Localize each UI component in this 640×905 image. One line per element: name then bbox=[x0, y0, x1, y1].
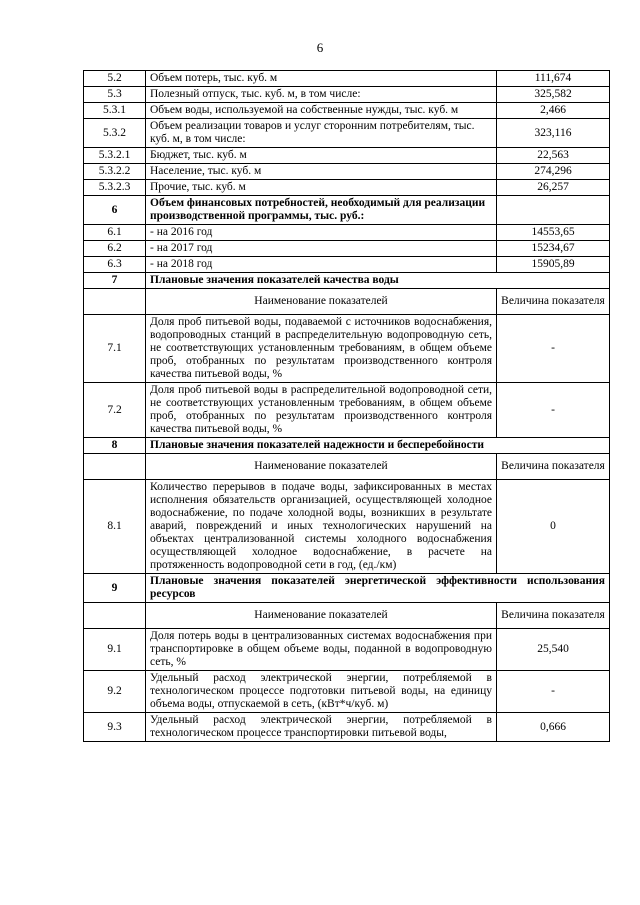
table-row bbox=[84, 480, 610, 574]
row-value: 25,540 bbox=[497, 629, 610, 671]
table-row bbox=[84, 713, 610, 742]
table-row bbox=[84, 383, 610, 438]
row-value: 22,563 bbox=[497, 148, 610, 164]
table-row bbox=[84, 164, 610, 180]
row-name: Количество перерывов в подаче воды, зафиксированных в местах исполнения обязательств организацией, осуществляющей холодное водоснабжение, по подаче холодной воды, возникших в результате аварий, повреждений и иных технологических нарушений на объектах централизованной системы холодного водоснабжения осуществляющей холодное водоснабжение, в расчете на протяженность водопроводной сети в год, (ед./км) bbox=[146, 480, 497, 574]
indicators-table bbox=[83, 70, 610, 742]
section-number: 6 bbox=[84, 196, 146, 225]
empty-cell bbox=[84, 454, 146, 480]
table-row bbox=[84, 180, 610, 196]
row-name: Доля проб питьевой воды, подаваемой с источников водоснабжения, водопроводных станций в распределительную водопроводную сеть, не соответствующих установленным требованиям, в общем объеме проб, отобранных по результатам производственного контроля качества питьевой воды, % bbox=[146, 315, 497, 383]
table-row bbox=[84, 119, 610, 148]
row-number: 6.3 bbox=[84, 257, 146, 273]
column-header-name: Наименование показателей bbox=[146, 289, 497, 315]
section-title: Плановые значения показателей энергетической эффективности использования ресурсов bbox=[146, 574, 610, 603]
section-title: Плановые значения показателей надежности и бесперебойности bbox=[146, 438, 610, 454]
row-number: 5.3.2.1 bbox=[84, 148, 146, 164]
row-name: - на 2016 год bbox=[146, 225, 497, 241]
row-name: Бюджет, тыс. куб. м bbox=[146, 148, 497, 164]
empty-cell bbox=[84, 603, 146, 629]
column-header-name: Наименование показателей bbox=[146, 454, 497, 480]
section-title: Плановые значения показателей качества воды bbox=[146, 273, 610, 289]
row-number: 6.1 bbox=[84, 225, 146, 241]
row-value: - bbox=[497, 383, 610, 438]
section-number: 7 bbox=[84, 273, 146, 289]
table-row bbox=[84, 315, 610, 383]
column-header-value: Величина показателя bbox=[497, 454, 610, 480]
section-number: 8 bbox=[84, 438, 146, 454]
row-name: Население, тыс. куб. м bbox=[146, 164, 497, 180]
row-name: - на 2017 год bbox=[146, 241, 497, 257]
row-number: 6.2 bbox=[84, 241, 146, 257]
row-value: 323,116 bbox=[497, 119, 610, 148]
row-value: 2,466 bbox=[497, 103, 610, 119]
row-value: 111,674 bbox=[497, 71, 610, 87]
column-header-value: Величина показателя bbox=[497, 289, 610, 315]
section-title: Объем финансовых потребностей, необходимый для реализации производственной программы, тыс. руб.: bbox=[146, 196, 497, 225]
row-number: 8.1 bbox=[84, 480, 146, 574]
row-name: Удельный расход электрической энергии, потребляемой в технологическом процессе транспортировки питьевой воды, bbox=[146, 713, 497, 742]
row-number: 5.3.2.3 bbox=[84, 180, 146, 196]
table-row bbox=[84, 629, 610, 671]
empty-cell bbox=[497, 196, 610, 225]
row-value: 325,582 bbox=[497, 87, 610, 103]
row-number: 9.2 bbox=[84, 671, 146, 713]
column-header-row bbox=[84, 603, 610, 629]
row-name: Прочие, тыс. куб. м bbox=[146, 180, 497, 196]
row-number: 5.3 bbox=[84, 87, 146, 103]
row-value: - bbox=[497, 315, 610, 383]
row-name: Объем воды, используемой на собственные нужды, тыс. куб. м bbox=[146, 103, 497, 119]
section-row bbox=[84, 438, 610, 454]
row-value: 274,296 bbox=[497, 164, 610, 180]
row-value: 0 bbox=[497, 480, 610, 574]
section-row bbox=[84, 196, 610, 225]
table-row bbox=[84, 103, 610, 119]
page-number: 6 bbox=[316, 40, 324, 55]
table-row bbox=[84, 257, 610, 273]
row-name: Доля потерь воды в централизованных системах водоснабжения при транспортировке в общем объеме воды, поданной в водопроводную сеть, % bbox=[146, 629, 497, 671]
column-header-name: Наименование показателей bbox=[146, 603, 497, 629]
row-name: Доля проб питьевой воды в распределительной водопроводной сети, не соответствующих установленным требованиям, в общем объеме проб, отобранных по результатам производственного контроля качества питьевой воды, % bbox=[146, 383, 497, 438]
row-number: 5.3.1 bbox=[84, 103, 146, 119]
row-number: 9.1 bbox=[84, 629, 146, 671]
row-value: 15905,89 bbox=[497, 257, 610, 273]
row-number: 7.1 bbox=[84, 315, 146, 383]
section-row bbox=[84, 574, 610, 603]
row-name: Объем потерь, тыс. куб. м bbox=[146, 71, 497, 87]
row-number: 5.3.2.2 bbox=[84, 164, 146, 180]
row-number: 9.3 bbox=[84, 713, 146, 742]
section-number: 9 bbox=[84, 574, 146, 603]
row-value: 0,666 bbox=[497, 713, 610, 742]
table-row bbox=[84, 148, 610, 164]
row-name: Полезный отпуск, тыс. куб. м, в том числе: bbox=[146, 87, 497, 103]
row-value: 15234,67 bbox=[497, 241, 610, 257]
row-number: 7.2 bbox=[84, 383, 146, 438]
row-number: 5.3.2 bbox=[84, 119, 146, 148]
table-row bbox=[84, 241, 610, 257]
row-name: Удельный расход электрической энергии, потребляемой в технологическом процессе подготовки питьевой воды, на единицу объема воды, отпускаемой в сеть, (кВт*ч/куб. м) bbox=[146, 671, 497, 713]
row-value: 26,257 bbox=[497, 180, 610, 196]
table-row bbox=[84, 87, 610, 103]
row-name: Объем реализации товаров и услуг сторонним потребителям, тыс. куб. м, в том числе: bbox=[146, 119, 497, 148]
table-row bbox=[84, 71, 610, 87]
column-header-value: Величина показателя bbox=[497, 603, 610, 629]
row-value: 14553,65 bbox=[497, 225, 610, 241]
section-row bbox=[84, 273, 610, 289]
row-number: 5.2 bbox=[84, 71, 146, 87]
column-header-row bbox=[84, 289, 610, 315]
table-row bbox=[84, 671, 610, 713]
column-header-row bbox=[84, 454, 610, 480]
row-value: - bbox=[497, 671, 610, 713]
table-row bbox=[84, 225, 610, 241]
row-name: - на 2018 год bbox=[146, 257, 497, 273]
empty-cell bbox=[84, 289, 146, 315]
